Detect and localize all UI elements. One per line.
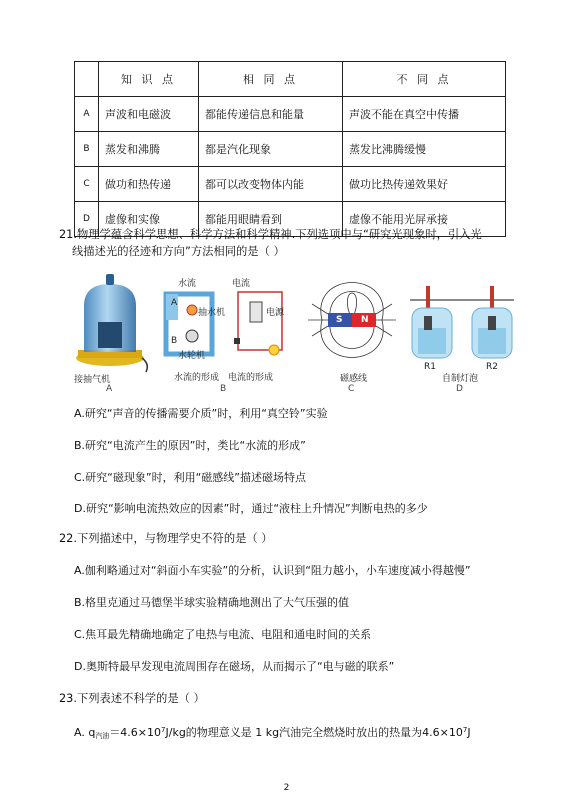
table-row: [75, 132, 506, 167]
power-source-label: 电源: [266, 308, 285, 318]
row-label: B: [75, 132, 99, 167]
question-22-option-d: D.奥斯特最早发现电流周围存在磁场，从而揭示了“电与磁的联系”: [74, 660, 395, 673]
topic-cell: 蒸发和沸腾: [99, 132, 199, 167]
question-23-option-a: [74, 722, 514, 744]
row-label: A: [75, 97, 99, 132]
north-pole-label: N: [361, 315, 369, 325]
same-cell: 都可以改变物体内能: [199, 167, 343, 202]
resistor-r1-label: R1: [424, 362, 436, 372]
question-22-option-b: B.格里克通过马德堡半球实验精确地测出了大气压强的值: [74, 596, 350, 609]
water-flow-label: 水流: [178, 279, 197, 289]
option-a-text: J/kg的物理意义是 1 kg汽油完全燃烧时放出的热量为4.6×10: [165, 726, 463, 739]
point-a-label: A: [171, 298, 178, 308]
question-21-option-b: B.研究“电流产生的原因”时，类比“水流的形成”: [74, 439, 306, 452]
table-header-cell: 不 同 点: [343, 62, 506, 97]
question-21-stem: [59, 226, 515, 260]
diff-cell: 虚像不能用光屏承接: [343, 202, 506, 237]
figure-a-letter: A: [106, 384, 113, 394]
option-a-subscript: 汽油: [95, 732, 110, 740]
option-a-unit: J: [467, 726, 471, 739]
table-header-cell: 相 同 点: [199, 62, 343, 97]
topic-cell: 虚像和实像: [99, 202, 199, 237]
table-header-row: [75, 62, 506, 97]
figure-c-letter: C: [348, 384, 355, 394]
turbine-label: 水轮机: [178, 351, 206, 361]
topic-cell: 做功和热传递: [99, 167, 199, 202]
page-number: 2: [283, 783, 290, 793]
comparison-table: [74, 61, 506, 237]
topic-cell: 声波和电磁波: [99, 97, 199, 132]
option-a-exponent: 7: [161, 726, 166, 734]
row-label: C: [75, 167, 99, 202]
diff-cell: 做功比热传递效果好: [343, 167, 506, 202]
question-22-option-c: C.焦耳最先精确地确定了电热与电流、电阻和通电时间的关系: [74, 628, 372, 641]
figure-d-caption: 自制灯泡: [442, 374, 479, 384]
table-row: [75, 167, 506, 202]
figure-b-caption-2: 电流的形成: [228, 373, 274, 383]
figure-b-caption-1: 水流的形成: [174, 373, 220, 383]
same-cell: 都能传递信息和能量: [199, 97, 343, 132]
question-21-option-a: A.研究“声音的传播需要介质”时，利用“真空铃”实验: [74, 407, 328, 420]
question-23-stem: 23.下列表述不科学的是（ ）: [59, 692, 205, 705]
same-cell: 都是汽化现象: [199, 132, 343, 167]
same-cell: 都能用眼睛看到: [199, 202, 343, 237]
magnet-field-figure: [306, 274, 398, 366]
question-22-option-a: A.伽利略通过对“斜面小车实验”的分析，认识到“阻力越小，小车速度减小得越慢”: [74, 564, 471, 577]
flask-figure: [404, 272, 520, 368]
resistor-r2-label: R2: [486, 362, 498, 372]
pump-label: 抽水机: [198, 308, 226, 318]
question-21-line1: 21.物理学蕴含科学思想、科学方法和科学精神.下列选项中与“研究光现象时，引入光: [59, 228, 482, 241]
diff-cell: 声波不能在真空中传播: [343, 97, 506, 132]
option-a-exponent-2: 7: [462, 726, 468, 734]
table-row: [75, 97, 506, 132]
option-a-prefix: A. q: [74, 726, 96, 739]
current-label: 电流: [232, 279, 251, 289]
option-a-value: ＝4.6×10: [109, 726, 162, 739]
question-21-line2: 线描述光的径迹和方向”方法相同的是（ ）: [72, 245, 285, 258]
point-b-label: B: [171, 336, 178, 346]
question-21-figures: [70, 272, 520, 394]
figure-b-letter: B: [220, 384, 227, 394]
bell-jar-figure: [70, 272, 150, 378]
figure-a-caption: 接抽气机: [74, 375, 111, 385]
south-pole-label: S: [336, 315, 343, 325]
table-header-cell: [75, 62, 99, 97]
table-header-cell: 知 识 点: [99, 62, 199, 97]
figure-d-letter: D: [456, 384, 463, 394]
question-21-option-d: D.研究“影响电流热效应的因素”时，通过“液柱上升情况”判断电热的多少: [74, 502, 428, 515]
diff-cell: 蒸发比沸腾缓慢: [343, 132, 506, 167]
figure-c-caption: 磁感线: [340, 374, 368, 384]
row-label: D: [75, 202, 99, 237]
question-22-stem: 22.下列描述中，与物理学史不符的是（ ）: [59, 532, 273, 545]
question-21-option-c: C.研究“磁现象”时，利用“磁感线”描述磁场特点: [74, 471, 306, 484]
